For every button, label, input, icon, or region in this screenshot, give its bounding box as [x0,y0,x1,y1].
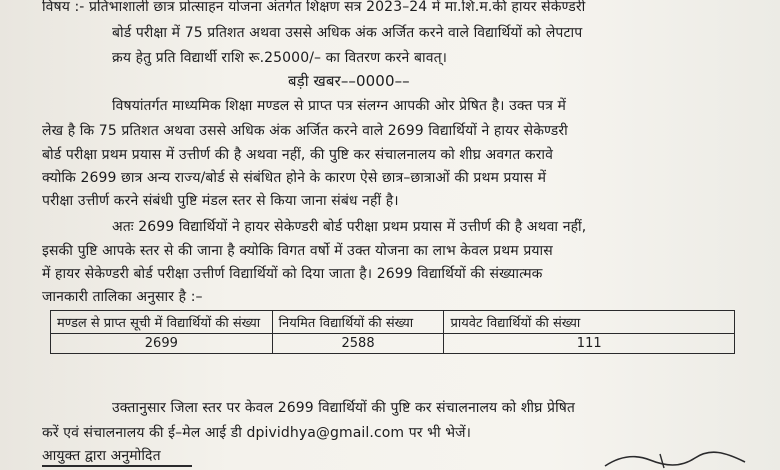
para1-line-4: क्योकि 2699 छात्र अन्य राज्य/बोर्ड से संबंधित होने के कारण ऐसे छात्र–छात्राओं की प्रथम प्रयास में [42,170,547,186]
table-cell: 111 [444,334,735,354]
para2-line-4: जानकारी तालिका अनुसार है :– [42,289,203,305]
approval-underline [42,465,192,467]
table-header-cell: मण्डल से प्राप्त सूची में विद्यार्थियों की संख्या [51,311,273,334]
heading: बड़ी खबर––0000–– [288,72,410,90]
table-header-cell: प्रायवेट विद्यार्थियों की संख्या [444,311,735,334]
table-row [51,334,735,354]
para1-line-5: परीक्षा उत्तीर्ण करने संबंधी पुष्टि मंडल स्तर से किया जाना संबंध नहीं है। [42,193,399,209]
student-count-table [50,310,735,354]
para1-line-3: बोर्ड परीक्षा प्रथम प्रयास में उत्तीर्ण की है अथवा नहीं, की पुष्टि कर संचालनालय को शीघ्र अवगत करावे [42,147,554,163]
table-header-cell: नियमित विद्यार्थियों की संख्या [272,311,444,334]
signature-mark [600,448,750,470]
para2-line-2: इसकी पुष्टि आपके स्तर से की जाना है क्योकि विगत वर्षो में उक्त योजना का लाभ केवल प्रथम प्रयास [42,243,553,259]
subject-line-2: बोर्ड परीक्षा में 75 प्रतिशत अथवा उससे अधिक अंक अर्जित करने वाले विद्यार्थियों को लेपटाप [112,25,583,41]
para3-line-2: करें एवं संचालनालय की ई–मेल आई डी dpividhya@gmail.com पर भी भेजें। [42,425,472,441]
para1-line-1: विषयांतर्गत माध्यमिक शिक्षा मण्डल से प्राप्त पत्र संलग्न आपकी ओर प्रेषित है। उक्त पत्र में [112,98,567,114]
table-cell: 2588 [272,334,444,354]
para1-line-2: लेख है कि 75 प्रतिशत अथवा उससे अधिक अंक अर्जित करने वाले 2699 विद्यार्थियों ने हायर सेकेण्डरी [42,123,568,139]
para3-line-1: उक्तानुसार जिला स्तर पर केवल 2699 विद्यार्थियों की पुष्टि कर संचालनालय को शीघ्र प्रेषित [112,400,575,416]
table-cell: 2699 [51,334,273,354]
approval-note: आयुक्त द्वारा अनुमोदित [42,448,161,464]
table-header-row [51,311,735,334]
subject-line-3: क्रय हेतु प्रति विद्यार्थी राशि रू.25000/– का वितरण करने बावत्। [112,50,448,66]
para2-line-3: में हायर सेकेण्डरी बोर्ड परीक्षा उत्तीर्ण विद्यार्थियों को दिया जाता है। 2699 विद्यार्थियों की संख्यात्मक [42,266,543,282]
para2-line-1: अतः 2699 विद्यार्थियों ने हायर सेकेण्डरी बोर्ड परीक्षा प्रथम प्रयास में उत्तीर्ण की है अथवा नहीं, [112,219,587,235]
subject-line-1: विषय :- प्रतिभाशाली छात्र प्रोत्साहन योजना अंतर्गत शिक्षण सत्र 2023–24 में मा.शि.म.की हायर सेकेण्डरी [42,0,586,15]
